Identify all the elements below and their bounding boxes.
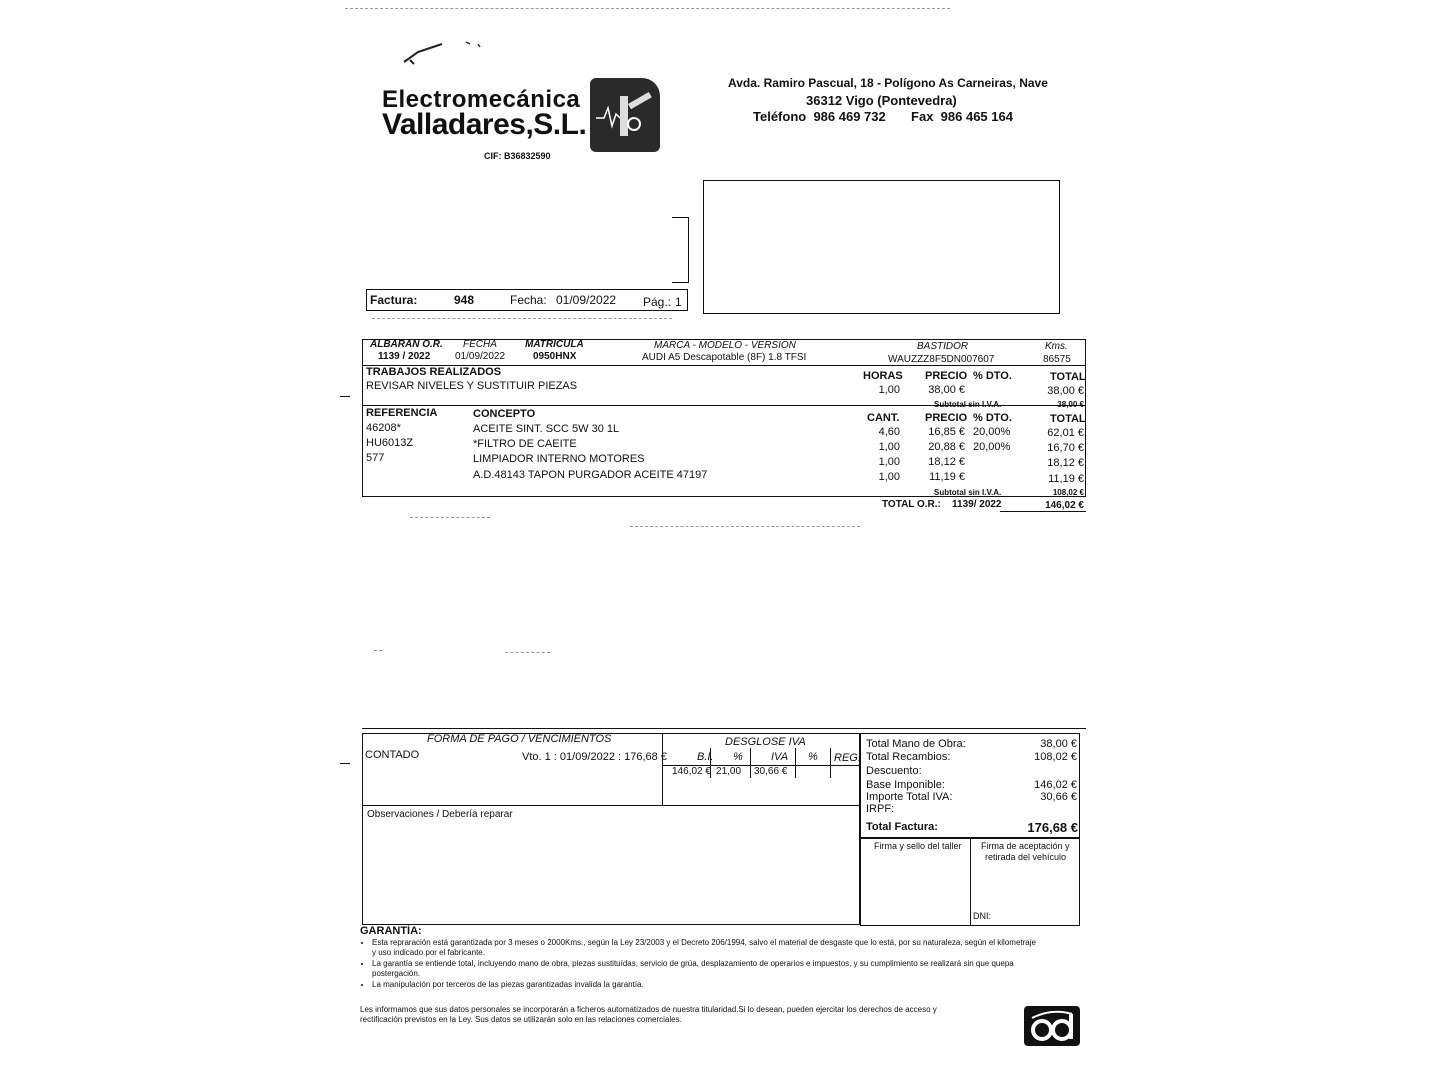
recambio-precio: 11,19 € xyxy=(929,471,965,483)
total-or-underline xyxy=(1000,511,1086,512)
scan-dash-line xyxy=(505,652,550,653)
recambio-precio: 18,12 € xyxy=(928,456,965,468)
recambios-col-concepto: CONCEPTO xyxy=(473,408,536,420)
total-factura-value: 176,68 € xyxy=(1027,820,1078,835)
recambio-concepto: LIMPIADOR INTERNO MOTORES xyxy=(473,453,645,465)
iva-col-pct2: % xyxy=(808,751,818,763)
recambios-col-ref: REFERENCIA xyxy=(366,407,438,419)
recambio-total: 18,12 € xyxy=(1047,457,1084,469)
iva-iva-value: 30,66 € xyxy=(754,766,788,777)
recambios-col-total: TOTAL xyxy=(1050,413,1086,425)
recambios-col-precio: PRECIO xyxy=(925,412,968,424)
iva-pct-value: 21,00 xyxy=(716,766,742,777)
client-address-box xyxy=(703,180,1060,314)
recambio-cant: 1,00 xyxy=(878,441,900,453)
trabajo-total: 38,00 € xyxy=(1047,385,1084,397)
base-imponible-value: 146,02 € xyxy=(1034,779,1077,791)
trabajos-title: TRABAJOS REALIZADOS xyxy=(366,366,502,378)
caliper-icon xyxy=(590,78,660,152)
garantia-item: • La manipulación por terceros de las piezas garantizadas invalida la garantía. xyxy=(372,980,1042,990)
recambio-cant: 4,60 xyxy=(878,426,900,438)
recambios-subtotal-label: Subtotal sin I.V.A. xyxy=(934,488,1002,497)
marca-label: MARCA - MODELO - VERSION xyxy=(654,340,796,351)
importe-iva-value: 30,66 € xyxy=(1040,791,1077,803)
factura-number: 948 xyxy=(454,293,475,307)
recambio-concepto: A.D.48143 TAPON PURGADOR ACEITE 47197 xyxy=(473,469,708,481)
recambios-subtotal: 108,02 € xyxy=(1052,488,1084,497)
garantia-list xyxy=(360,938,1042,991)
trabajos-col-horas: HORAS xyxy=(863,370,903,382)
matricula-value: 0950HNX xyxy=(533,351,577,362)
total-recambios-label: Total Recambios: xyxy=(866,751,951,763)
total-mano-obra-label: Total Mano de Obra: xyxy=(866,738,966,750)
company-phone-line xyxy=(753,109,1013,124)
trabajos-col-dto: % DTO. xyxy=(973,370,1012,382)
marca-value: AUDI A5 Descapotable (8F) 1.8 TFSI xyxy=(642,352,807,363)
recambio-ref: 577 xyxy=(366,452,385,464)
payment-method: CONTADO xyxy=(365,749,420,761)
bastidor-label: BASTIDOR xyxy=(917,341,969,352)
order-fecha-value: 01/09/2022 xyxy=(455,351,506,362)
fecha-label: Fecha: xyxy=(510,293,547,307)
firma-taller-label: Firma y sello del taller xyxy=(874,841,962,851)
recambio-concepto: ACEITE SINT. SCC 5W 30 1L xyxy=(473,423,620,435)
scan-dash-line xyxy=(374,650,382,651)
pag-label: Pág.: xyxy=(643,295,672,309)
company-name-line2: Valladares,S.L. xyxy=(382,108,587,141)
recambio-cant: 1,00 xyxy=(878,456,900,468)
irpf-label: IRPF: xyxy=(866,803,895,815)
recambio-ref: 46208* xyxy=(366,422,401,434)
iva-col-bi: B.I. xyxy=(697,751,714,763)
scribble-mark-icon xyxy=(400,38,490,68)
iva-bi-value: 146,02 € xyxy=(672,766,711,777)
fax-value: 986 465 164 xyxy=(940,109,1013,124)
recambios-col-cant: CANT. xyxy=(867,412,900,424)
company-name-line1: Electromecánica xyxy=(382,86,581,113)
total-or-label: TOTAL O.R.: xyxy=(882,499,941,510)
descuento-label: Descuento: xyxy=(866,765,922,777)
kms-label: Kms. xyxy=(1045,341,1068,352)
iva-col-line xyxy=(830,748,831,778)
firma-cliente-line1: Firma de aceptación y xyxy=(981,841,1070,851)
observaciones: Observaciones / Debería reparar xyxy=(367,809,513,820)
recambio-total: 16,70 € xyxy=(1047,442,1084,454)
margin-tick xyxy=(340,396,350,397)
trabajo-desc: REVISAR NIVELES Y SUSTITUIR PIEZAS xyxy=(366,380,578,392)
albaran-value: 1139 / 2022 xyxy=(378,351,431,362)
privacy-line1: Les informamos que sus datos personales se incorporarán a ficheros automatizados de nuestra titularidad.Si lo desean, pueden ejercitar los derechos de acceso y xyxy=(360,1005,937,1014)
garantia-title: GARANTÍA: xyxy=(360,925,422,937)
total-mano-obra-value: 38,00 € xyxy=(1040,738,1077,750)
trabajos-subtotal-label: Subtotal sin I.V.A. xyxy=(934,400,1002,409)
importe-iva-label: Importe Total IVA: xyxy=(866,791,953,803)
recambio-concepto: *FILTRO DE CAEITE xyxy=(473,438,577,450)
dni-label: DNI: xyxy=(973,911,991,921)
recambio-dto: 20,00% xyxy=(973,426,1011,438)
factura-label: Factura: xyxy=(370,293,418,307)
company-address-line2: 36312 Vigo (Pontevedra) xyxy=(806,93,957,108)
firma-cliente-line2: retirada del vehículo xyxy=(985,852,1067,862)
iva-col-reg: REG. xyxy=(834,752,861,764)
iva-col-iva: IVA xyxy=(771,751,789,763)
iva-col-line xyxy=(795,748,796,778)
iva-col-pct: % xyxy=(733,751,743,763)
margin-tick xyxy=(340,763,350,764)
payment-vto: Vto. 1 : 01/09/2022 : 176,68 € xyxy=(522,751,667,763)
address-window-bracket xyxy=(672,217,689,283)
phone-value: 986 469 732 xyxy=(813,109,886,124)
total-factura-label: Total Factura: xyxy=(866,821,938,833)
garantia-item: • Esta repraración está garantizada por 3 meses o 2000Kms., según la Ley 23/2003 y el Decreto 206/1994, salvo el material de desgaste que lo está, por su naturaleza, según el kilometraje y uso indicado por el fabricante. xyxy=(372,938,1042,958)
recambio-dto: 20,00% xyxy=(973,441,1011,453)
trabajo-precio: 38,00 € xyxy=(928,384,965,396)
recambio-total: 62,01 € xyxy=(1047,427,1084,439)
scan-dash-line xyxy=(630,526,860,527)
ad-logo-icon xyxy=(1024,1006,1080,1046)
scan-edge-line xyxy=(345,8,950,9)
trabajos-col-total: TOTAL xyxy=(1050,371,1086,383)
scan-dash-line xyxy=(410,517,490,518)
trabajos-col-precio: PRECIO xyxy=(925,370,968,382)
phone-label: Teléfono xyxy=(753,109,807,124)
fax-label: Fax xyxy=(911,109,934,124)
garantia-item: • La garantía se entiende total, incluyendo mano de obra, piezas sustituídas, servicio de grúa, desplazamiento de operarios e impuestos, y su cumplimiento se realizará sin que quepa postergación. xyxy=(372,959,1042,979)
payment-divider xyxy=(362,805,860,806)
company-address-line1: Avda. Ramiro Pascual, 18 - Polígono As Carneiras, Nave xyxy=(728,76,1048,90)
company-cif: CIF: B36832590 xyxy=(484,151,551,161)
bastidor-value: WAUZZZ8F5DN007607 xyxy=(888,354,995,365)
trabajos-subtotal: 38,00 € xyxy=(1057,400,1084,409)
base-imponible-label: Base Imponible: xyxy=(866,779,945,791)
recambio-precio: 16,85 € xyxy=(928,426,965,438)
recambio-ref: HU6013Z xyxy=(366,437,414,449)
recambio-cant: 1,00 xyxy=(878,471,900,483)
order-fecha-label: FECHA xyxy=(463,339,497,350)
bottom-block-top-rule xyxy=(362,728,1086,729)
signatures-divider xyxy=(970,838,971,926)
recambio-precio: 20,88 € xyxy=(928,441,965,453)
matricula-label: MATRICULA xyxy=(525,339,584,350)
total-or-value: 146,02 € xyxy=(1045,500,1084,511)
scan-dash-line xyxy=(372,318,672,319)
privacy-line2: rectificación previstos en la Ley. Sus datos se utilizarán solo en las relaciones comerciales. xyxy=(360,1015,682,1024)
albaran-label: ALBARAN O.R. xyxy=(370,339,443,350)
recambios-col-dto: % DTO. xyxy=(973,412,1012,424)
iva-left-border xyxy=(662,733,663,805)
total-recambios-value: 108,02 € xyxy=(1034,751,1077,763)
payment-title: FORMA DE PAGO / VENCIMIENTOS xyxy=(427,733,612,745)
trabajo-horas: 1,00 xyxy=(878,384,900,396)
fecha-value: 01/09/2022 xyxy=(556,293,617,307)
total-or-ref: 1139/ 2022 xyxy=(952,499,1002,510)
pag-value: 1 xyxy=(675,295,682,309)
kms-value: 86575 xyxy=(1043,354,1071,365)
iva-col-line xyxy=(750,748,751,778)
recambio-total: 11,19 € xyxy=(1048,473,1084,485)
iva-title: DESGLOSE IVA xyxy=(725,736,806,748)
